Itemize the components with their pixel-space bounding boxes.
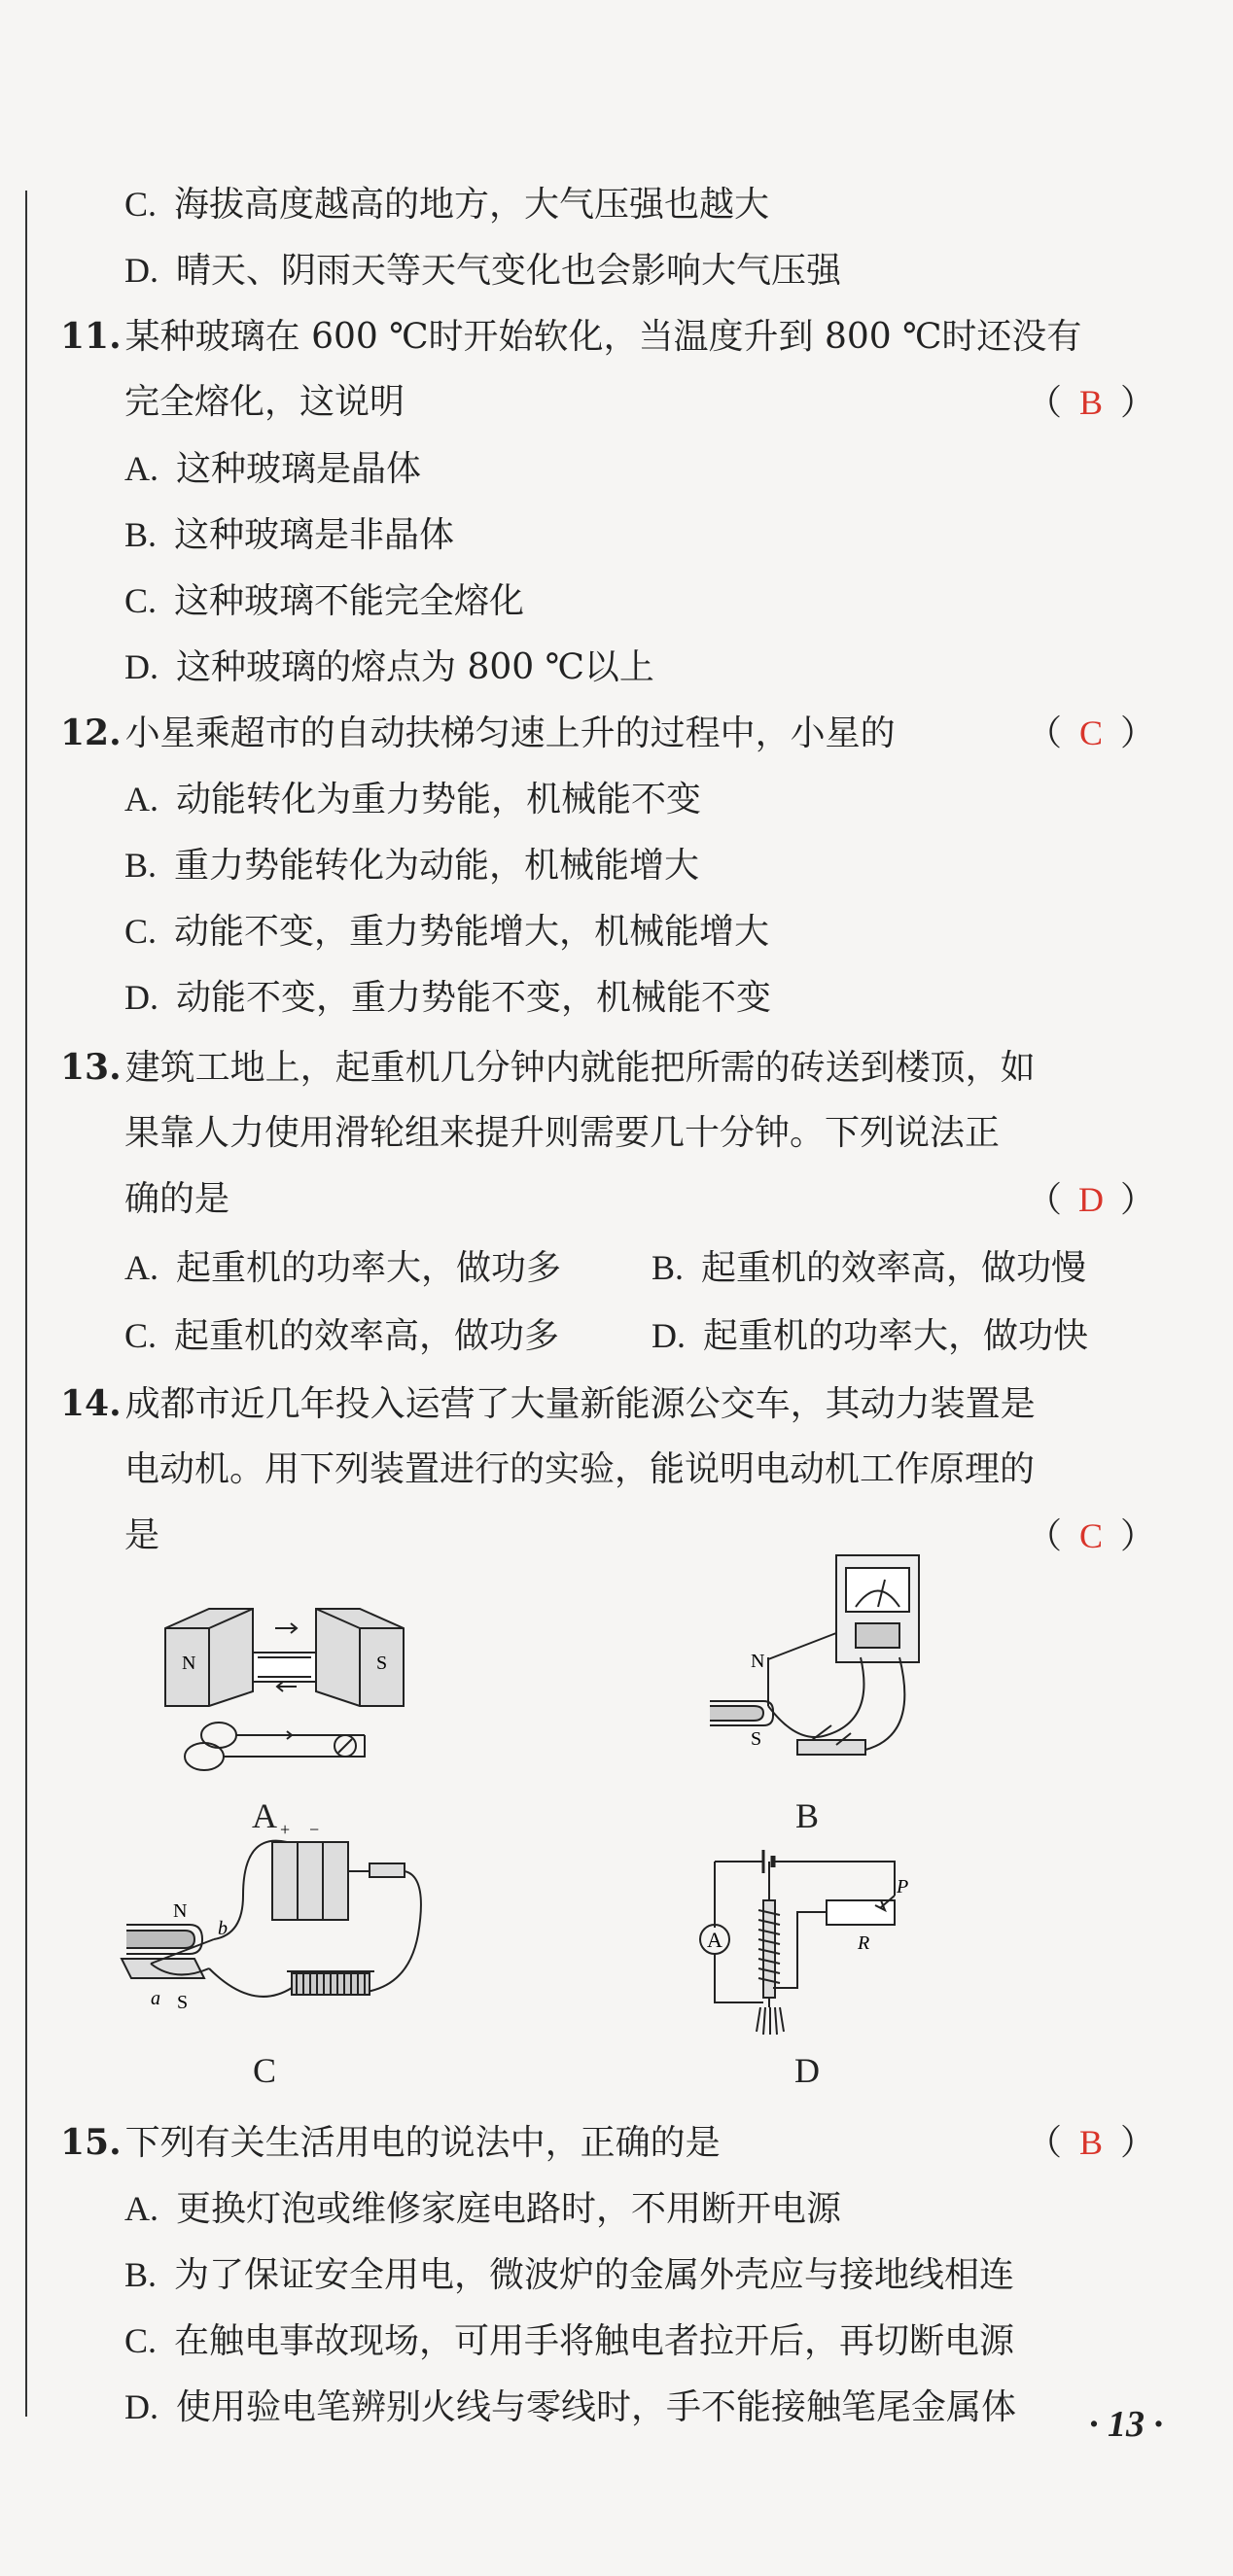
q15-option-d: D. 使用验电笔辨别火线与零线时，手不能接触笔尾金属体 (124, 2387, 1017, 2427)
figure-b-galvanometer-diagram (690, 1550, 924, 1793)
figure-a-label: A (252, 1796, 277, 1835)
figure-a-n-pole: N (182, 1653, 196, 1674)
q12-answer: （ C ） (1027, 710, 1155, 756)
q13-option-c: C. 起重机的效率高，做功多 (124, 1316, 560, 1356)
q14-stem-line3: 是 (124, 1515, 160, 1555)
q12-answer-letter: C (1079, 714, 1104, 752)
q15-stem-line1: 15. 下列有关生活用电的说法中，正确的是 (60, 2122, 721, 2163)
q15-option-b: B. 为了保证安全用电，微波炉的金属外壳应与接地线相连 (124, 2255, 1015, 2295)
figure-d-ammeter-symbol: A (707, 1928, 722, 1952)
q11-option-b: B. 这种玻璃是非晶体 (124, 515, 455, 555)
q13-option-a: A. 起重机的功率大，做功多 (124, 1248, 562, 1288)
q11-stem-line2: 完全熔化，这说明 (124, 382, 405, 422)
figure-c-battery-magnet-diagram (117, 1818, 438, 2032)
q12-option-c: C. 动能不变，重力势能增大，机械能增大 (124, 912, 770, 952)
q15-answer: （ B ） (1027, 2119, 1155, 2166)
figure-c-label: C (252, 2051, 276, 2090)
page-number: · 13 · (1089, 2404, 1163, 2445)
figure-d-slider-p: P (897, 1876, 909, 1897)
figure-c-point-a: a (151, 1988, 160, 2009)
figure-a-s-pole: S (376, 1653, 388, 1674)
figure-c-n-pole: N (173, 1900, 188, 1922)
q15-answer-letter: B (1079, 2123, 1104, 2162)
q14-stem-line1: 14. 成都市近几年投入运营了大量新能源公交车，其动力装置是 (60, 1383, 1036, 1424)
figure-a-motor-coil-diagram (160, 1599, 413, 1793)
q12-stem-line1: 12. 小星乘超市的自动扶梯匀速上升的过程中，小星的 (60, 713, 896, 753)
q13-answer-letter: D (1078, 1180, 1105, 1219)
figure-d-resistor-r: R (858, 1932, 870, 1954)
q14-answer-letter: C (1079, 1516, 1104, 1555)
q13-stem-line3: 确的是 (124, 1179, 230, 1219)
figure-b-label: B (794, 1796, 819, 1835)
q15-option-a: A. 更换灯泡或维修家庭电路时，不用断开电源 (124, 2189, 842, 2229)
q12-option-b: B. 重力势能转化为动能，机械能增大 (124, 846, 700, 886)
q14-answer: （ C ） (1027, 1513, 1155, 1559)
q13-number: 13. (60, 1047, 122, 1088)
figure-b-s-pole: S (751, 1728, 762, 1750)
margin-rule (25, 191, 27, 2417)
q13-option-d: D. 起重机的功率大，做功快 (652, 1316, 1089, 1356)
q14-number: 14. (60, 1383, 122, 1424)
q11-stem-line1: 11. 某种玻璃在 600 ℃时开始软化，当温度升到 800 ℃时还没有 (60, 316, 1082, 357)
q13-answer: （ D ） (1027, 1176, 1155, 1223)
q13-stem-line2: 果靠人力使用滑轮组来提升则需要几十分钟。下列说法正 (124, 1113, 1001, 1153)
q12-number: 12. (60, 713, 122, 753)
q11-number: 11. (60, 316, 122, 357)
q14-stem-line2: 电动机。用下列装置进行的实验，能说明电动机工作原理的 (124, 1449, 1036, 1489)
figure-d-electromagnet-diagram (690, 1842, 924, 2036)
figure-b-n-pole: N (751, 1651, 765, 1672)
q11-answer-letter: B (1079, 383, 1104, 422)
q11-option-c: C. 这种玻璃不能完全熔化 (124, 581, 525, 621)
figure-c-point-b: b (218, 1918, 228, 1939)
figure-c-s-pole: S (177, 1992, 189, 2013)
figure-d-label: D (794, 2051, 820, 2090)
q15-option-c: C. 在触电事故现场，可用手将触电者拉开后，再切断电源 (124, 2321, 1015, 2361)
q11-answer: （ B ） (1027, 379, 1155, 426)
q13-option-b: B. 起重机的效率高，做功慢 (652, 1248, 1087, 1288)
q15-number: 15. (60, 2122, 122, 2163)
q12-option-a: A. 动能转化为重力势能，机械能不变 (124, 780, 702, 819)
figure-c-plus-terminal: + (280, 1820, 291, 1839)
q10-option-d: D. 晴天、阴雨天等天气变化也会影响大气压强 (124, 251, 842, 291)
q11-option-d: D. 这种玻璃的熔点为 800 ℃以上 (124, 647, 654, 687)
q13-stem-line1: 13. 建筑工地上，起重机几分钟内就能把所需的砖送到楼顶，如 (60, 1047, 1036, 1088)
q12-option-d: D. 动能不变，重力势能不变，机械能不变 (124, 978, 772, 1018)
q11-option-a: A. 这种玻璃是晶体 (124, 449, 422, 489)
q10-option-c: C. 海拔高度越高的地方，大气压强也越大 (124, 185, 770, 225)
figure-c-minus-terminal: − (309, 1820, 320, 1839)
